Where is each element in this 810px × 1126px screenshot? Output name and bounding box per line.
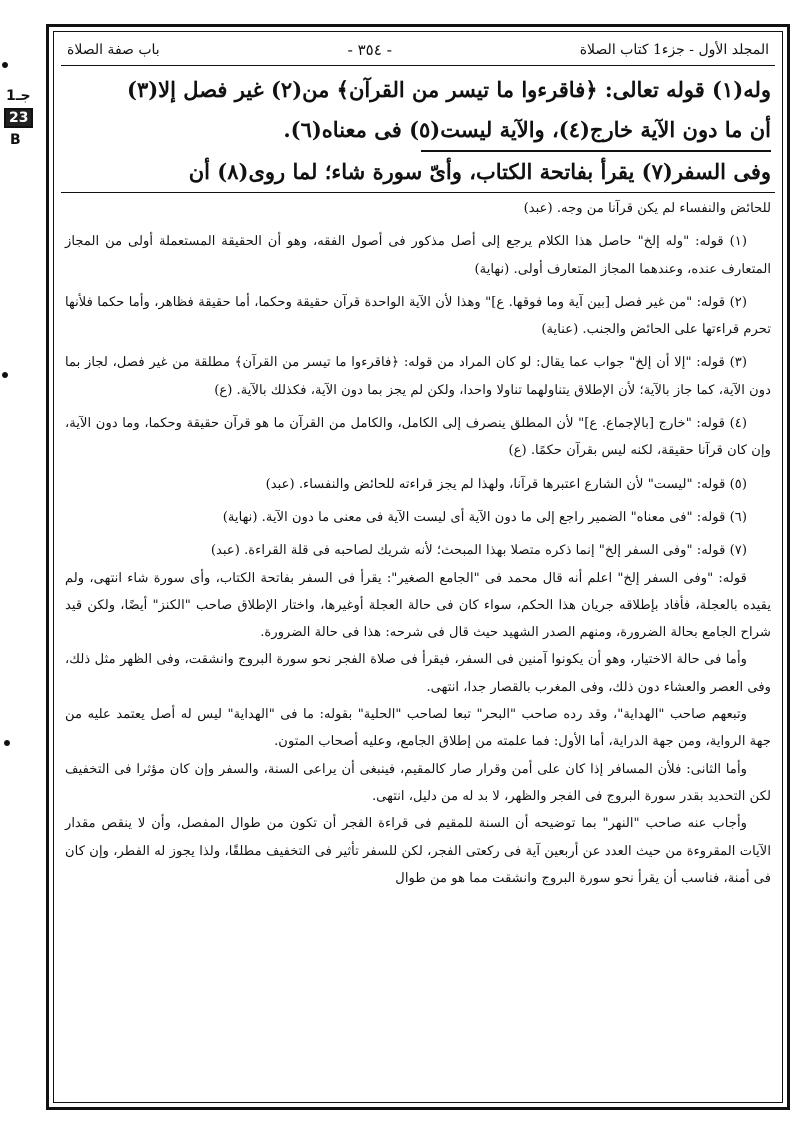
footnote-4: (٤) قوله: "خارج [بالإجماع. ع]" لأن المطلق ينصرف إلى الكامل، والكامل من القرآن ما هو قرآن حقيقة وحكما، وما دون الآية، وإن كان قرآنا حقيقة، لكنه ليس بقرآن حكمًا. (ع) <box>65 416 771 459</box>
footnote-3: (٣) قوله: "إلا أن إلخ" جواب عما يقال: لو كان المراد من قوله: ﴿فاقرءوا ما تيسر من القرآن﴾ مطلقة من غير فصل، لجاز بما دون الآية، كما جاز بالآية؛ لأن الإطلاق يتناولهما تناولا واحدا، ولكن لم يجز بما دون الآية، فكذلك بالآية. (ع) <box>65 355 771 398</box>
footnote-6: (٦) قوله: "فى معناه" الضمير راجع إلى ما دون الآية أى ليست الآية فى معنى ما دون الآية. (نهاية) <box>222 509 747 525</box>
page-number: - ٣٥٤ - <box>347 41 392 59</box>
footnote-7: (٧) قوله: "وفى السفر إلخ" إنما ذكره متصلا بهذا المبحث؛ لأنه شريك لصاحبه فى قلة القراءة. (عبد) <box>210 543 747 559</box>
header-chapter-title: باب صفة الصلاة <box>67 42 160 58</box>
main-text <box>61 70 775 192</box>
margin-volume-label: جـ1 <box>6 88 31 104</box>
header-book-title: المجلد الأول - جزء1 كتاب الصلاة <box>579 42 769 58</box>
commentary-paragraph: وأجاب عنه صاحب "النهر" بما توضيحه أن السنة للمقيم فى قراءة الفجر أن تكون من طوال المفصل، وأن لا ينقص مقدار الآيات المقروءة من حيث العدد عن أربعين آية فى ركعتى الفجر، لكن للسفر تأثير فى التخفيف مطلقًا، ولذا يجوز له الفطر، وإن كان فى أمنة، فناسب أن يقرأ نحو سورة البروج وانشقت مما هو من طوال <box>65 816 771 886</box>
margin-annotation <box>0 88 40 148</box>
running-header <box>61 37 775 66</box>
binding-hole-mark <box>2 372 8 378</box>
margin-page-badge: 23 <box>4 108 33 128</box>
binding-hole-mark <box>2 62 8 68</box>
commentary-carryover: للحائض والنفساء لم يكن قرآنا من وجه. (عبد) <box>523 201 771 216</box>
commentary <box>61 193 775 892</box>
commentary-paragraph: وتبعهم صاحب "الهداية"، وقد رده صاحب "البحر" تبعا لصاحب "الحلية" بقوله: ما فى "الهداية" ليس له أصل يعتمد عليه من جهة الرواية، ومن جهة الدراية، أما الأول: فما علمته من إطلاق الجامع، وعليه أصحاب المتون. <box>65 707 771 750</box>
main-text-line: وفى السفر(٧) يقرأ بفاتحة الكتاب، وأىّ سورة شاء؛ لما روى(٨) أن <box>188 159 771 184</box>
commentary-paragraph: قوله: "وفى السفر إلخ" اعلم أنه قال محمد فى "الجامع الصغير": يقرأ فى السفر بفاتحة الكتاب، وأى سورة شاء انتهى، ولم يقيده بالعجلة، فأفاد بإطلاقه جريان هذا الحكم، سواء كان فى حالة العجلة أوغيرها، واختار الإطلاق صاحب "الكنز" أيضًا، ولكن قيد شراح الجامع بحالة الضرورة، ومنهم الصدر الشهيد حيث قال فى شرحه: هذا فى حالة الضرورة. <box>65 570 771 641</box>
main-text-line: أن ما دون الآية خارج(٤)، والآية ليست(٥) فى معناه(٦). <box>283 117 771 142</box>
page-content <box>61 37 775 1097</box>
footnote-1: (١) قوله: "وله إلخ" حاصل هذا الكلام يرجع إلى أصل مذكور فى أصول الفقه، وهو أن الحقيقة المستعملة أولى من المجاز المتعارف عنده، وعندهما المجاز المتعارف أولى. (نهاية) <box>65 234 771 277</box>
binding-hole-mark <box>4 740 10 746</box>
footnote-5: (٥) قوله: "ليست" لأن الشارع اعتبرها قرآنا، ولهذا لم يجز قراءته للحائض والنفساء. (عبد) <box>265 476 747 492</box>
commentary-paragraph: وأما فى حالة الاختيار، وهو أن يكونوا آمنين فى السفر، فيقرأ فى صلاة الفجر نحو سورة البروج وانشقت، وفى الظهر مثل ذلك، وفى العصر والعشاء دون ذلك، وفى المغرب بالقصار جدا، انتهى. <box>65 652 771 695</box>
margin-side-label: B <box>10 132 21 148</box>
page-frame <box>46 24 790 1110</box>
commentary-paragraph: وأما الثانى: فلأن المسافر إذا كان على أمن وقرار صار كالمقيم، فينبغى أن يراعى السنة، والسفر وإن كان مؤثرا فى التخفيف لكن التحديد بقدر سورة البروج فى الفجر والظهر، لا بد له من دليل، انتهى. <box>65 761 771 804</box>
footnote-2: (٢) قوله: "من غير فصل [بين آية وما فوقها. ع]" وهذا لأن الآية الواحدة قرآن حقيقة وحكما، أما حقيقة فظاهر، وأما حكما فلأنها تحرم قراءتها على الحائض والجنب. (عناية) <box>65 294 771 338</box>
main-text-line: وله(١) قوله تعالى: ﴿فاقرءوا ما تيسر من القرآن﴾ من(٢) غير فصل إلا(٣) <box>127 77 771 102</box>
